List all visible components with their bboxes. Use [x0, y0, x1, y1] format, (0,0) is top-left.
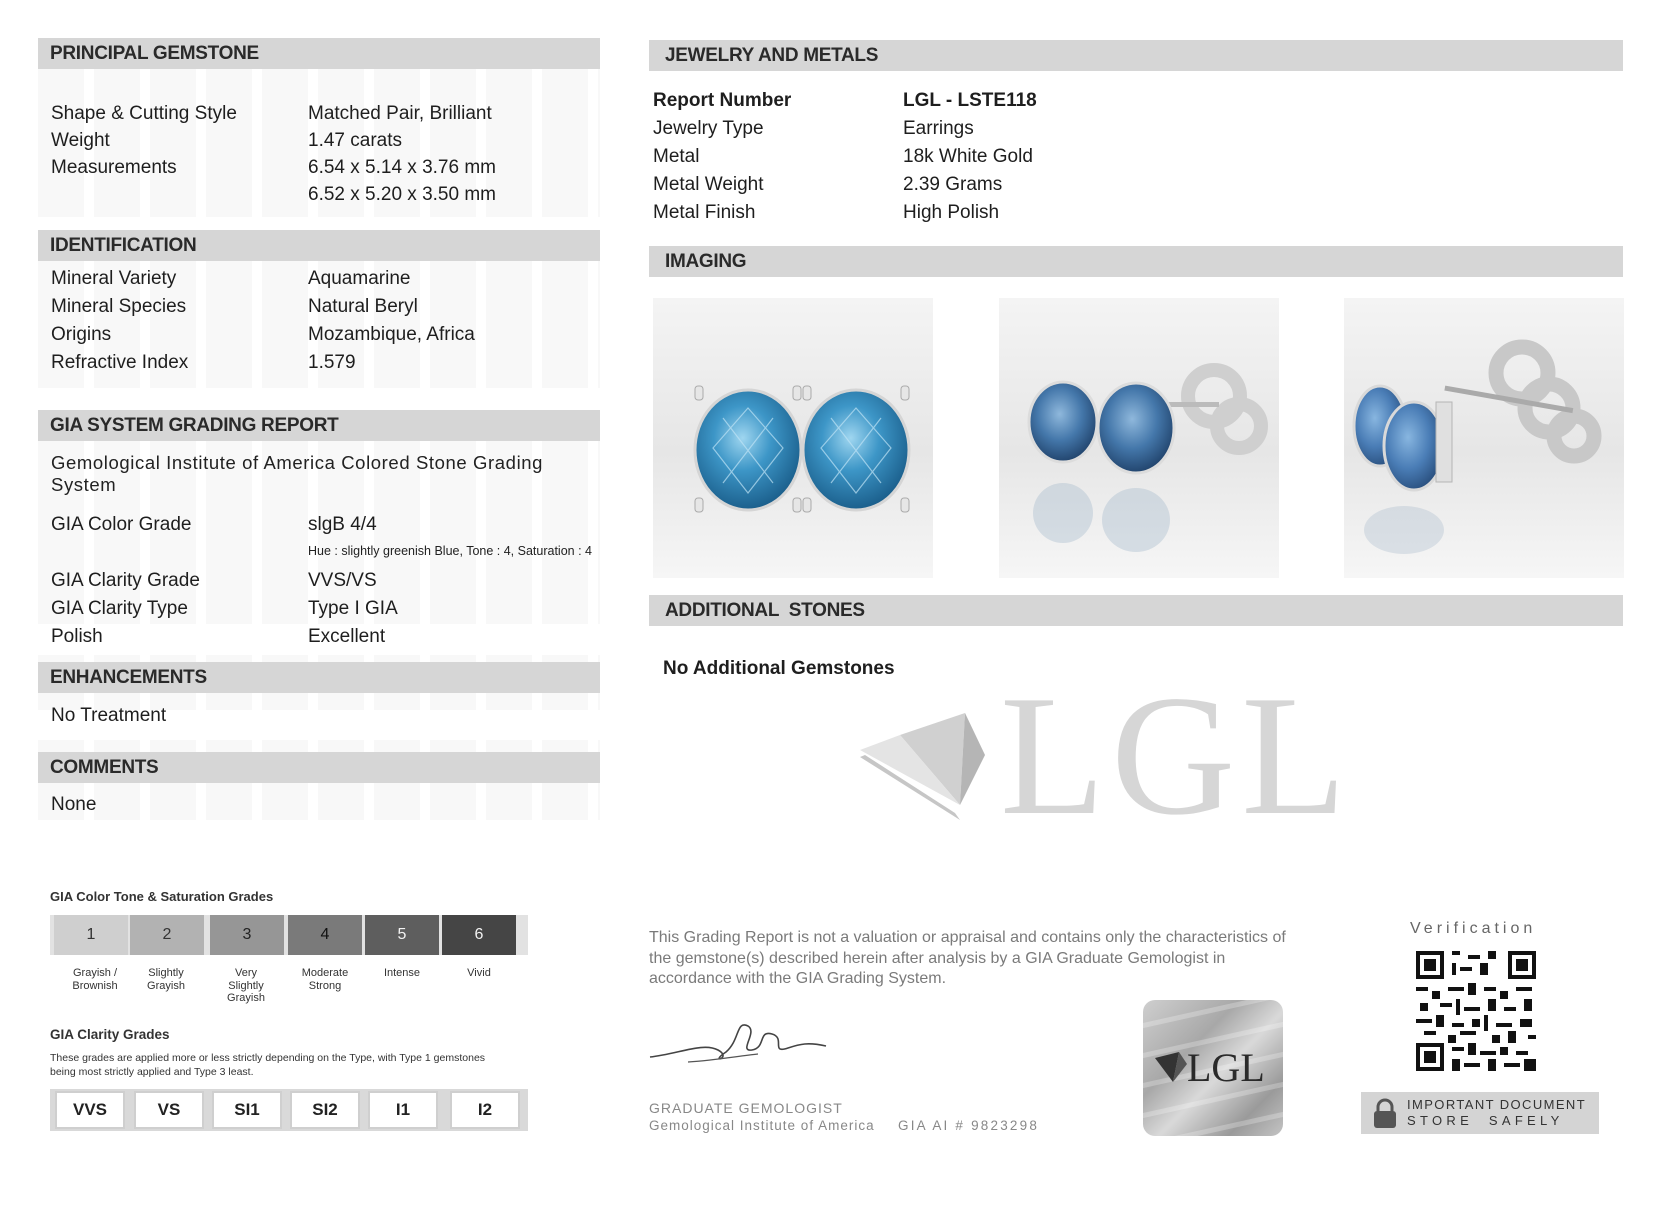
clarity-grade-cell: SI2 — [290, 1091, 360, 1129]
section-header-gia-system: GIA SYSTEM GRADING REPORT — [38, 410, 600, 441]
additional-stones-value: No Additional Gemstones — [663, 658, 895, 679]
tone-label: Very Slightly Grayish — [227, 967, 265, 1004]
tone-label: Moderate Strong — [301, 967, 349, 992]
section-header-principal-gemstone: PRINCIPAL GEMSTONE — [38, 38, 600, 69]
row-label: Metal Weight — [653, 174, 764, 195]
row-value: Aquamarine — [308, 268, 411, 289]
row-value: slgB 4/4 — [308, 514, 377, 535]
row-value: Type I GIA — [308, 598, 398, 619]
section-header-comments: COMMENTS — [38, 752, 600, 783]
comments-value: None — [51, 794, 97, 815]
row-label: Origins — [51, 324, 112, 345]
tone-label: Slightly Grayish — [147, 967, 185, 992]
row-value: Matched Pair, Brilliant — [308, 103, 492, 124]
tone-number: 2 — [162, 926, 172, 943]
tone-swatch-2 — [130, 915, 204, 955]
row-value: High Polish — [903, 202, 1000, 223]
clarity-grade-cell: I2 — [450, 1091, 520, 1129]
clarity-scale-note: These grades are applied more or less strictly depending on the Type, with Type 1 gemstones being most strictly applied and Type 3 least. — [50, 1052, 486, 1078]
clarity-scale — [50, 1089, 528, 1131]
earring-photo-angle — [999, 298, 1279, 578]
row-value: 18k White Gold — [903, 146, 1033, 167]
clarity-grade-cell: I1 — [368, 1091, 438, 1129]
row-label: Polish — [51, 626, 103, 647]
gemologist-title: GRADUATE GEMOLOGIST — [649, 1100, 843, 1116]
earring-photo-front — [653, 298, 933, 578]
row-value: 1.47 carats — [308, 130, 402, 151]
clarity-grade-cell: SI1 — [212, 1091, 282, 1129]
clarity-grade-cell: VVS — [55, 1091, 125, 1129]
earring-photo-side — [1344, 298, 1624, 578]
tone-label: Grayish / Brownish — [72, 967, 118, 992]
tone-scale-title: GIA Color Tone & Saturation Grades — [50, 889, 274, 904]
tone-swatch-6 — [442, 915, 516, 955]
row-label: Refractive Index — [51, 352, 189, 373]
section-header-imaging: IMAGING — [649, 246, 1623, 277]
verification-qr-code[interactable] — [1412, 947, 1540, 1075]
tone-swatch-4 — [288, 915, 362, 955]
important-line-2: STORE SAFELY — [1407, 1113, 1564, 1128]
tone-label: Intense — [383, 967, 421, 979]
tone-number: 1 — [86, 926, 96, 943]
gemologist-org: Gemological Institute of America — [649, 1118, 875, 1133]
gia-ai-number: GIA AI # 9823298 — [898, 1118, 1040, 1133]
section-header-additional-stones: ADDITIONAL STONES — [649, 595, 1623, 626]
tone-swatch-5 — [365, 915, 439, 955]
clarity-grade-cell: VS — [134, 1091, 204, 1129]
tone-scale — [50, 915, 528, 1025]
tone-swatch-3 — [210, 915, 284, 955]
enhancements-value: No Treatment — [51, 705, 167, 726]
section-header-identification: IDENTIFICATION — [38, 230, 600, 261]
gia-intro-text: Gemological Institute of America Colored Stone Grading System — [51, 452, 544, 495]
row-value: 1.579 — [308, 352, 356, 373]
report-number-label: Report Number — [653, 90, 792, 111]
gemologist-signature — [648, 1012, 828, 1072]
row-label: GIA Clarity Type — [51, 598, 188, 619]
lgl-logo-large — [860, 661, 1353, 851]
color-grade-note: Hue : slightly greenish Blue, Tone : 4, Saturation : 4 — [308, 544, 592, 558]
verification-title: Verification — [1410, 920, 1537, 937]
clarity-scale-title: GIA Clarity Grades — [50, 1027, 170, 1042]
tone-number: 3 — [242, 926, 252, 943]
row-value: Mozambique, Africa — [308, 324, 475, 345]
row-value: Excellent — [308, 626, 386, 647]
row-label: GIA Clarity Grade — [51, 570, 200, 591]
row-value: Natural Beryl — [308, 296, 418, 317]
row-value: 2.39 Grams — [903, 174, 1003, 195]
row-label: Mineral Variety — [51, 268, 177, 289]
logo-text: LGL — [1000, 661, 1353, 851]
tone-number: 6 — [474, 926, 484, 943]
row-label: Metal Finish — [653, 202, 756, 223]
left-panel — [38, 38, 600, 878]
hologram-text: LGL — [1187, 1045, 1265, 1090]
important-line-1: IMPORTANT DOCUMENT — [1407, 1097, 1587, 1112]
hologram-seal — [1143, 1000, 1283, 1136]
row-value: 6.54 x 5.14 x 3.76 mm — [308, 157, 496, 178]
tone-label: Vivid — [467, 967, 491, 979]
tone-swatch-1 — [54, 915, 128, 955]
disclaimer-text: This Grading Report is not a valuation or appraisal and contains only the characteristics of the gemstone(s) described herein after analysis by a GIA Graduate Gemologist in accordance with the GIA Grading System. — [649, 929, 1286, 987]
tone-number: 4 — [320, 926, 330, 943]
row-label: Metal — [653, 146, 700, 167]
row-label: Shape & Cutting Style — [51, 103, 237, 124]
report-number-value: LGL - LSTE118 — [903, 90, 1037, 111]
row-value: VVS/VS — [308, 570, 377, 591]
lock-icon — [1371, 1098, 1399, 1130]
row-label: GIA Color Grade — [51, 514, 192, 535]
row-value: Earrings — [903, 118, 974, 139]
row-value: 6.52 x 5.20 x 3.50 mm — [308, 184, 496, 205]
important-document-badge — [1361, 1092, 1599, 1134]
tone-number: 5 — [397, 926, 407, 943]
row-label: Measurements — [51, 157, 177, 178]
section-header-jewelry-metals: JEWELRY AND METALS — [649, 40, 1623, 71]
section-header-enhancements: ENHANCEMENTS — [38, 662, 600, 693]
row-label: Jewelry Type — [653, 118, 764, 139]
row-label: Mineral Species — [51, 296, 187, 317]
row-label: Weight — [51, 130, 110, 151]
diamond-logo-icon — [860, 695, 1000, 845]
